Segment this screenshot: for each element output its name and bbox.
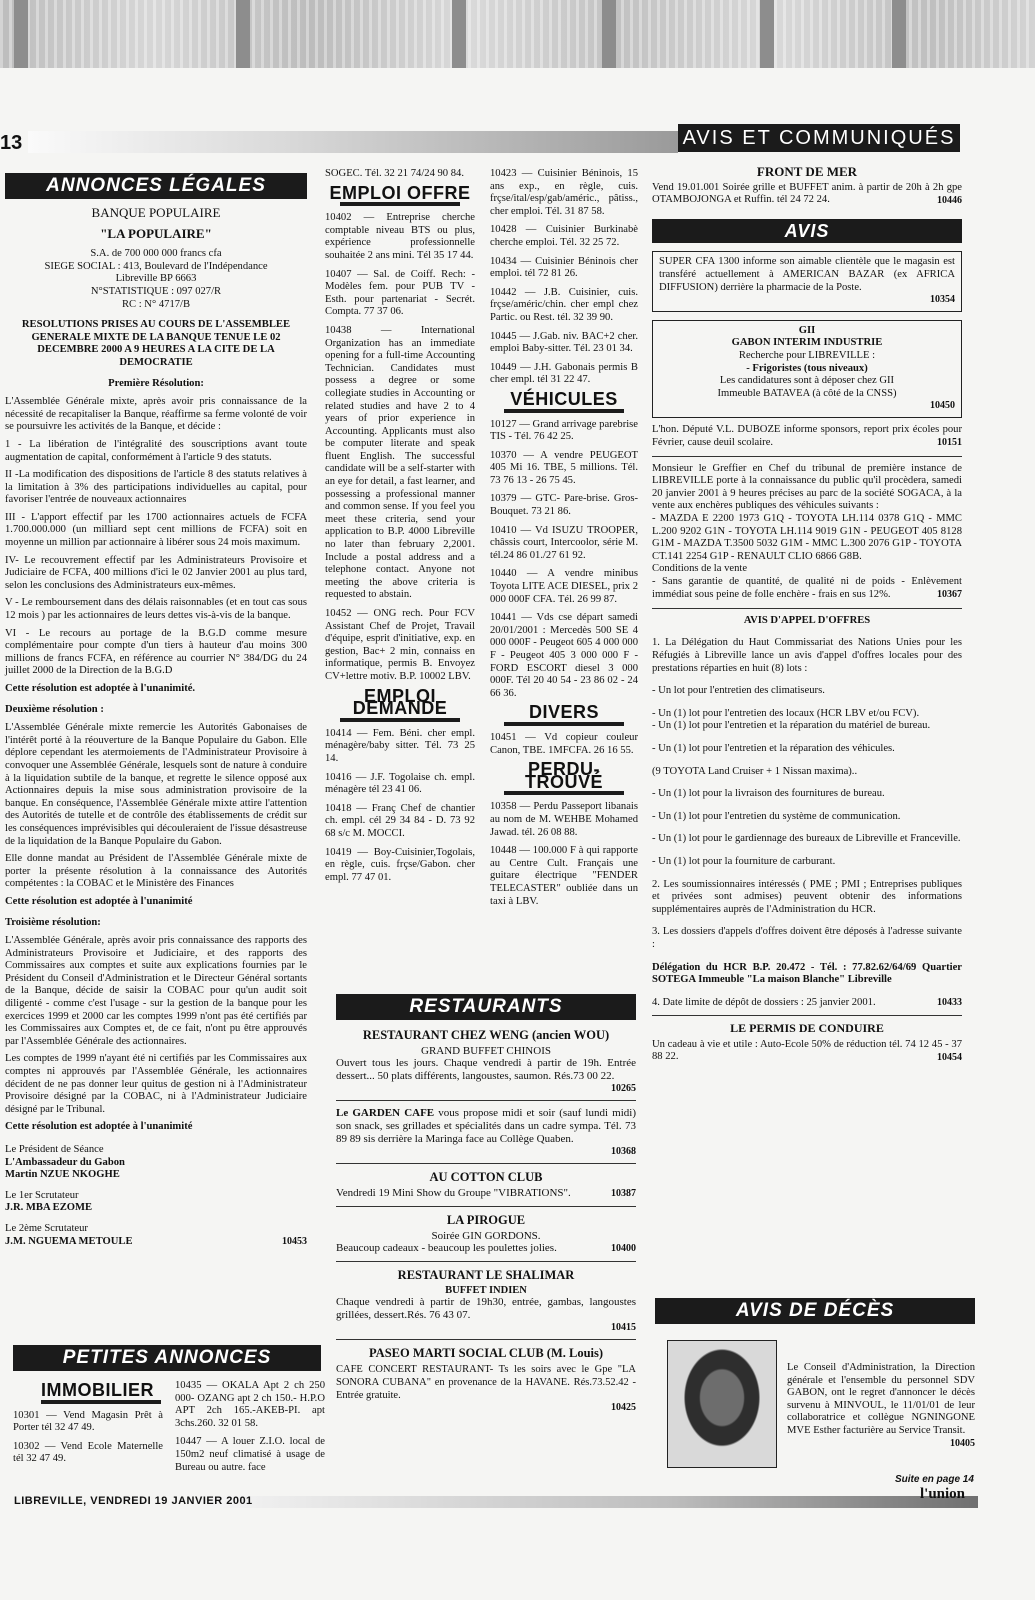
gii-ad: GII GABON INTERIM INDUSTRIE Recherche pour LIBREVILLE : - Frigoristes (tous niveaux) Les candidatures sont à déposer chez GII Immeuble BATAVEA (à côté de la CNSS) 10450 — [652, 320, 962, 418]
greffier-notice: Monsieur le Greffier en Chef du tribunal de première instance de LIBREVILLE porte à la connaissance du public qu'il procèdera, samedi 20 janvier 2001 à 9 heures précises au parc de la société SOGACA, à la vente aux enchères publiques des véhicules suivants : — [652, 462, 962, 512]
classified-ad: 10448 — 100.000 F à qui rapporte au Centre Cult. Français une guitare électrique "FENDER TELECASTER" oubliée dans un taxi à LBV. — [490, 845, 638, 907]
restaurant-title: LA PIROGUE — [446, 1213, 526, 1227]
appel-offres-intro: 1. La Délégation du Haut Commissariat des Nations Unies pour les Réfugiés à Libreville lance un avis d'appel d'offres locales pour des prestations réparties en huit (8) lots : — [652, 637, 962, 674]
resolution-1-adopted: Cette résolution est adoptée à l'unanimité. — [5, 683, 196, 694]
front-de-mer-body: Vend 19.01.001 Soirée grille et BUFFET anim. à partir de 20h à 2h gpe OTAMBOJONGA et Ruffin. tél 24 72 24. — [652, 181, 962, 206]
classified-ad: 10440 — A vendre minibus Toyota LITE ACE DIESEL, prix 2 000 000F CFA. Tél. 26 99 87. — [490, 568, 638, 605]
classified-ad: 10407 — Sal. de Coiff. Rech: - Modèles fem. pour PUB TV - Esth. pour partenariat - Secrét. Compta. 77 37 06. — [325, 268, 475, 318]
classified-ad: 10428 — Cuisinier Burkinabè cherche emploi. Tél. 32 25 72. — [490, 224, 638, 248]
restaurant-title: PASEO MARTI SOCIAL CLUB (M. Louis) — [368, 1346, 604, 1360]
restaurant-title: AU COTTON CLUB — [429, 1170, 543, 1184]
restaurant-ref: 10415 — [611, 1322, 636, 1333]
restaurant-body: Chaque vendredi à partir de 19h30, entrée, gambas, langoustes grillées, dessert.Rés. 76 43 07. — [336, 1296, 636, 1321]
classified-ad: 10301 — Vend Magasin Prêt à Porter tél 32 47 49. — [13, 1409, 163, 1434]
continued-note: Suite en page 14 — [895, 1474, 974, 1485]
classified-ad: 10438 — International Organization has an immediate opening for a full-time Accounting Technician. Candidates must possess a degree or some collegiate studies in Accounting or related studies and have 2 to 4 years of prior experience in Accounting. Applicants must also be computer literate and speak fluent English. The successful candidate will be a self-starter with an eye for detail, a fast learner, and possessing a professional manner and common sense. If you feel you meet these criteria, send your application to B.P. 4000 Libreville no later than february 2,2001. Include a postal address and a telephone contact. Anyone not meeting the above criteria is requested to abstain. — [325, 324, 475, 601]
restaurant-subtitle: Soirée GIN GORDONS. — [431, 1230, 541, 1242]
restaurant-title: RESTAURANT CHEZ WENG (ancien WOU) — [362, 1028, 610, 1042]
classified-ad: 10370 — A vendre PEUGEOT 405 Mi 16. TBE, 5 millions. Tél. 73 76 13 - 26 75 45. — [490, 449, 638, 486]
classified-ad: 10302 — Vend Ecole Maternelle tél 32 47 49. — [13, 1440, 163, 1465]
classified-ad: 10434 — Cuisinier Béninois cher emploi. tél 72 81 26. — [490, 255, 638, 280]
classified-ad: 10419 — Boy-Cuisinier,Togolais, en règle, cuis. frçse/Gabon. cher empl. 77 47 01. — [325, 846, 475, 883]
depute-ref: 10151 — [937, 437, 962, 449]
classified-ad: 10451 — Vd copieur couleur Canon, TBE. 1MFCFA. 26 16 55. — [490, 731, 638, 756]
column-avis — [652, 166, 962, 1065]
restaurant-ref: 10265 — [611, 1083, 636, 1094]
restaurant-subtitle: GRAND BUFFET CHINOIS — [421, 1045, 551, 1057]
front-de-mer-ref: 10446 — [937, 194, 962, 206]
deces-notice: Le Conseil d'Administration, la Direction générale et l'ensemble du personnel SDV GABON, ont le regret d'annoncer le décès survenu à MINVOUL, le 11/01/01 de leur collaboratrice et collègue NGNINGONE MVE Esther facturière au Service Transit. 10405 — [787, 1362, 975, 1449]
column-vehicules — [490, 168, 638, 914]
scan-margin — [0, 0, 1035, 68]
resolution-3-adopted: Cette résolution est adoptée à l'unanimité — [5, 1121, 193, 1133]
appel-offres-title: AVIS D'APPEL D'OFFRES — [743, 614, 871, 626]
classified-ad: 10452 — ONG rech. Pour FCV Assistant Chef de Projet, Travail d'équipe, esprit d'initiative, exp. en gestion, Bac+ 2 min, connaiss en informatique, permis B. Envoyez CV+lettre motiv. B.P. 10002 LBV. — [325, 608, 475, 682]
restaurant-body: CAFE CONCERT RESTAURANT- Ts les soirs avec le Gpe "LA SONORA CUBANA" en provenance de la HAVANE. Rés.73.52.42 - Entrée gratuite. — [336, 1364, 636, 1401]
resolution-3-body: L'Assemblée Générale, après avoir pris connaissance des rapports des Administrateurs Provisoire et Judiciaire, et des rapports des Commissaires aux comptes et suite aux explications fournies par le Président du Conseil d'Administration et le Directeur Général sortants de la Banque, décide de saisir la COBAC pour qu'un audit soit diligenté - comme c'est l'usage - sur la gestion de la banque pour les exercices 1999 et 2000 car les comptes 1999 n'ont pas été certifiés par les Commissaires aux Comptes et, de ce fait, n'ont pu être approuvés par l'Assemblée Générale des actionnaires. Les comptes de 1999 n'ayant été ni certifiés par les Commissaires aux comptes ni approuvés par l'Assemblée Générale, les actionnaires décident de ne pas donner leur quitus de gestion ni à l'Administrateur Provisoire désigné par la COBAC, ni à l'Administrateur Judiciaire désigné par le Tribunal. — [5, 935, 307, 1115]
restaurant-body: Beaucoup cadeaux - beaucoup les poulettes jolies. 10400 — [336, 1242, 636, 1254]
perdu-trouve-heading: PERDU-TROUVÉ — [524, 759, 603, 792]
avis-de-deces-banner: AVIS DE DÉCÈS — [655, 1298, 975, 1324]
greffier-ref: 10367 — [937, 589, 962, 601]
signature-scrutateur-2: Le 2ème Scrutateur J.M. NGUEMA METOULE 10453 — [5, 1222, 307, 1247]
signature-president: Le Président de Séance L'Ambassadeur du Gabon Martin NZUE NKOGHE — [5, 1144, 125, 1181]
org-name-2: "LA POPULAIRE" — [100, 225, 212, 241]
classified-ad: 10410 — Vd ISUZU TROOPER, châssis court, Intercoolor, série M. tél.24 86 01./27 61 92. — [490, 524, 638, 561]
immobilier-left — [13, 1380, 163, 1472]
annonces-legales-banner: ANNONCES LÉGALES — [5, 173, 307, 199]
classified-ad: 10445 — J.Gab. niv. BAC+2 cher. emploi Baby-sitter. Tél. 23 01 34. — [490, 330, 638, 355]
resolutions-title: RESOLUTIONS PRISES AU COURS DE L'ASSEMBLEE GENERALE MIXTE DE LA BANQUE TENUE LE 02 DECEMBRE 2000 A 9 HEURES A LA CITE DE LA DEMOCRATIE — [21, 319, 291, 368]
classified-ad: 10447 — A louer Z.I.O. local de 150m2 neuf climatisé à usage de Bureau ou autre. face — [175, 1436, 325, 1473]
greffier-conditions: Conditions de la vente — [652, 563, 748, 575]
classified-ad: 10435 — OKALA Apt 2 ch 250 000- OZANG apt 2 ch 150.- H.P.O APT 2ch 165.-AKEB-PI. apt 3chs.260. 32 01 58. — [175, 1380, 325, 1429]
restaurants-banner: RESTAURANTS — [336, 994, 636, 1020]
restaurant-ref: 10368 — [611, 1146, 636, 1157]
newspaper-logo: l'union — [920, 1486, 966, 1502]
appel-offres-p2: 2. Les soumissionnaires intéressés ( PME ; PMI ; Entreprises publiques et privées sont admises) peuvent obtenir des informations supplémentaires auprès de l'Administration du HCR. — [652, 878, 962, 915]
section-title: AVIS ET COMMUNIQUÉS — [678, 124, 960, 152]
immobilier-heading: IMMOBILIER — [41, 1380, 154, 1400]
appel-offres-lots: - Un lot pour l'entretien des climatiseurs. - Un (1) lot pour l'entretien des locaux (HCR LBV et/ou FCV). - Un (1) lot pour l'entretien et la réparation du matériel de bureau. - Un (1) lot pour l'entretien et la réparation des véhicules. (9 TOYOTA Land Cruiser + 1 Nissan maxima).. - Un (1) lot pour la livraison des fournitures de bureau. - Un (1) lot pour l'entretien du système de communication. - Un (1) lot pour le gardiennage des bureaux de Libreville et Franceville. - Un (1) lot pour la fourniture de carburant. — [652, 685, 961, 867]
classified-ad: 10416 — J.F. Togolaise ch. empl. ménagère tél 23 41 06. — [325, 771, 475, 796]
emploi-demande-heading: EMPLOI DEMANDE — [352, 685, 448, 719]
appel-offres-p3: 3. Les dossiers d'appels d'offres doivent être déposés à l'adresse suivante : — [652, 926, 962, 950]
classified-ad: 10358 — Perdu Passeport libanais au nom de M. WEHBE Mohamed Jawad. tél. 26 08 88. — [490, 801, 638, 838]
signature-scrutateur-1: Le 1er Scrutateur J.R. MBA EZOME — [5, 1189, 93, 1214]
garden-cafe-ad: Le GARDEN CAFE vous propose midi et soir (sauf lundi midi) son snack, ses grillades et spécialités dans un cadre sympa. Tél. 73 89 89 sis derrière la Maringa face au Collège Quaben. — [336, 1107, 636, 1145]
restaurant-title: RESTAURANT LE SHALIMAR — [397, 1268, 575, 1282]
footer-rule — [210, 1496, 978, 1508]
permis-title: LE PERMIS DE CONDUIRE — [730, 1021, 884, 1036]
legal-ref: 10453 — [282, 1235, 307, 1247]
classified-ad: 10379 — GTC- Pare-brise. Gros-Bouquet. 73 21 86. — [490, 493, 638, 518]
permis-ref: 10454 — [937, 1052, 962, 1064]
resolution-3-title: Troisième résolution: — [5, 916, 101, 928]
greffier-conditions-2: - Sans garantie de quantité, de qualité ni de poids - Enlèvement immédiat sous peine de folle enchère - frais en sus 12%. — [652, 576, 962, 600]
emploi-offre-heading: EMPLOI OFFRE — [329, 182, 471, 203]
resolution-2-adopted: Cette résolution est adoptée à l'unanimité — [5, 895, 193, 907]
classified-ad: 10449 — J.H. Gabonais permis B cher empl. tél 31 22 47. — [490, 361, 638, 386]
restaurant-body: Ouvert tous les jours. Chaque vendredi à partir de 19h. Entrée dessert... 50 plats différents, langoustes, saumon. Rés.73 00 22. — [336, 1057, 636, 1082]
restaurant-body: Vendredi 19 Mini Show du Groupe "VIBRATIONS". 10387 — [336, 1187, 636, 1199]
header-rule — [28, 131, 678, 153]
restaurant-subtitle: BUFFET INDIEN — [445, 1285, 527, 1296]
page-number: 13 — [0, 132, 23, 154]
resolution-2-body: L'Assemblée Générale mixte remercie les Autorités Gabonaises de l'intérêt porté à la réouverture de la Banque Populaire du Gabon. Elle déplore cependant les atermoiements de l'Administrateur Provisoire à convoquer une Assemblée Générale, lesquels sont de nature à conduire à la liquidation subtile de la banque, et regrette le silence opposé aux Actionnaires depuis la mise sous administration provisoire de la banque. En conséquence, l'Assemblée Générale mixte attire l'attention des Autorités de tutelle et de contrôle des établissements de crédit sur les conséquences imprévisibles qui découleraient de l'issue désastreuse de la liquidation de la Banque Populaire du Gabon. Elle donne mandat au Président de l'Assemblée Générale mixte de porter la présente résolution à la connaissance des Autorités compétentes : la COBAC et le Ministère des Finances — [5, 722, 307, 890]
front-de-mer-title: FRONT DE MER — [756, 164, 858, 179]
classified-ad: 10414 — Fem. Béni. cher empl. ménagère/baby sitter. Tél. 73 25 14. — [325, 727, 475, 764]
immobilier-right — [175, 1380, 325, 1480]
org-info: S.A. de 700 000 000 francs cfa SIEGE SOCIAL : 413, Boulevard de l'Indépendance Libreville BP 6663 N°STATISTIQUE : 097 027/R RC : N° 4717/B — [44, 248, 268, 310]
depute-notice: L'hon. Député V.L. DUBOZE informe sponsors, report prix écoles pour Février, cause deuil scolaire. — [652, 423, 962, 448]
restaurant-ref: 10425 — [611, 1402, 636, 1413]
divers-heading: DIVERS — [528, 702, 600, 723]
permis-body: Un cadeau à vie et utile : Auto-Ecole 50% de réduction tél. 74 12 45 - 37 88 22. — [652, 1038, 962, 1063]
classified-ad: 10442 — J.B. Cuisinier, cuis. frçse/améric/chin. cher empl chez Partic. ou Rest. tél. 32 39 90. — [490, 286, 638, 323]
classified-ad: 10418 — Franç Chef de chantier ch. empl. cél 29 34 84 - D. 73 92 68 s/c M. MOCCI. — [325, 802, 475, 839]
classified-ad: 10402 — Entreprise cherche comptable niveau BTS ou plus, expérience professionnelle souhaitée 2 ans mini. Tél 35 17 44. — [325, 212, 475, 261]
restaurants-section — [336, 994, 636, 1413]
classified-ad: 10441 — Vds cse départ samedi 20/01/2001 : Mercedès 500 SE 4 000 000F - Peugeot 605 4 000 000 F - Peugeot 405 3 000 000 F - FORD ESCORT diesel 3 000 000F. Tél 20 40 54 - 23 86 02 - 24 66 36. — [490, 612, 638, 699]
classified-ad: SOGEC. Tél. 32 21 74/24 90 84. — [325, 168, 464, 179]
appel-offres-p4: 4. Date limite de dépôt de dossiers : 25 janvier 2001. 10433 — [652, 996, 962, 1008]
resolution-1-body: L'Assemblée Générale mixte, après avoir pris connaissance de la nécessité de recapitaliser la Banque, réaffirme sa ferme volonté de voir se poursuivre les activités de la Banque, et décide : 1 - La libération de l'intégralité des souscriptions avant toute augmentation de capital, conformément à l'article 9 des statuts. II -La modification des dispositions de l'article 8 des statuts relatives à la limitation à 3% des participations individuelles au capital, pour favoriser l'entrée de nouveaux actionnaires III - L'apport effectif par les 1700 actionnaires actuels de FCFA 1.700.000.000 (un milliard sept cent millions de FCFA) soit en moyenne un million par actionnaire à libérer sous 24 mois maximum. IV- Le recouvrement effectif par les Administrateurs Provisoire et Judiciaire de FCFA, 400 millions d'ici le 02 Janvier 2001 au plus tard, selon les conclusions des Administrateurs eux-mêmes. V - Le remboursement dans des délais raisonnables (et en tout cas sous 12 mois ) par les actionnaires de leurs dettes vis-à-vis de la banque. VI - Le recours au portage de la B.G.D comme mesure complémentaire pour compte d'un tiers à hauteur d'au moins 300 millions de francs FCFA, en référence au courrier N° 384/DG du 24 juillet 2000 de la Direction de la B.G.D — [5, 396, 307, 677]
resolution-1-title: Première Résolution: — [108, 377, 204, 389]
greffier-vehicles: - MAZDA E 2200 1973 G1Q - TOYOTA LH.114 0378 G1Q - MMC L.200 9202 G1N - TOYOTA LH.114 9019 G1N - PEUGEOT 405 8128 G1M - MAZDA T.3500 5032 G1M - MMC L.300 2076 G1P - TOYOTA CT.141 2254 G1P - RENAULT CLIO 6866 G8B. — [652, 513, 962, 562]
classified-ad: 10127 — Grand arrivage parebrise TIS - Tél. 76 42 25. — [490, 418, 638, 443]
column-legal-notices — [5, 173, 307, 1248]
vehicules-heading: VÉHICULES — [510, 388, 618, 409]
resolution-2-title: Deuxième résolution : — [5, 703, 104, 715]
super-cfa-ad: SUPER CFA 1300 informe son aimable clientèle que le magasin est transféré actuellement à AMERICAN BAZAR (ex AFRICA DIFFUSION) derrière la pharmacie de la Poste. 10354 — [652, 251, 962, 311]
appel-offres-address: Délégation du HCR B.P. 20.472 - Tél. : 77.82.62/64/69 Quartier SOTEGA Immeuble "La maison Blanche" Libreville — [652, 961, 962, 986]
column-emploi — [325, 168, 475, 890]
classified-ad: 10423 — Cuisinier Béninois, 15 ans exp., en règle, cuis. frçse/ital/esp/gab/améric., pâtiss., cher emploi. Tél. 31 87 58. — [490, 168, 638, 217]
footer-date: LIBREVILLE, VENDREDI 19 JANVIER 2001 — [14, 1495, 253, 1507]
avis-banner: AVIS — [652, 219, 962, 243]
petites-annonces-banner: PETITES ANNONCES — [13, 1345, 321, 1371]
org-name: BANQUE POPULAIRE — [91, 205, 221, 220]
deceased-photo — [667, 1340, 777, 1468]
